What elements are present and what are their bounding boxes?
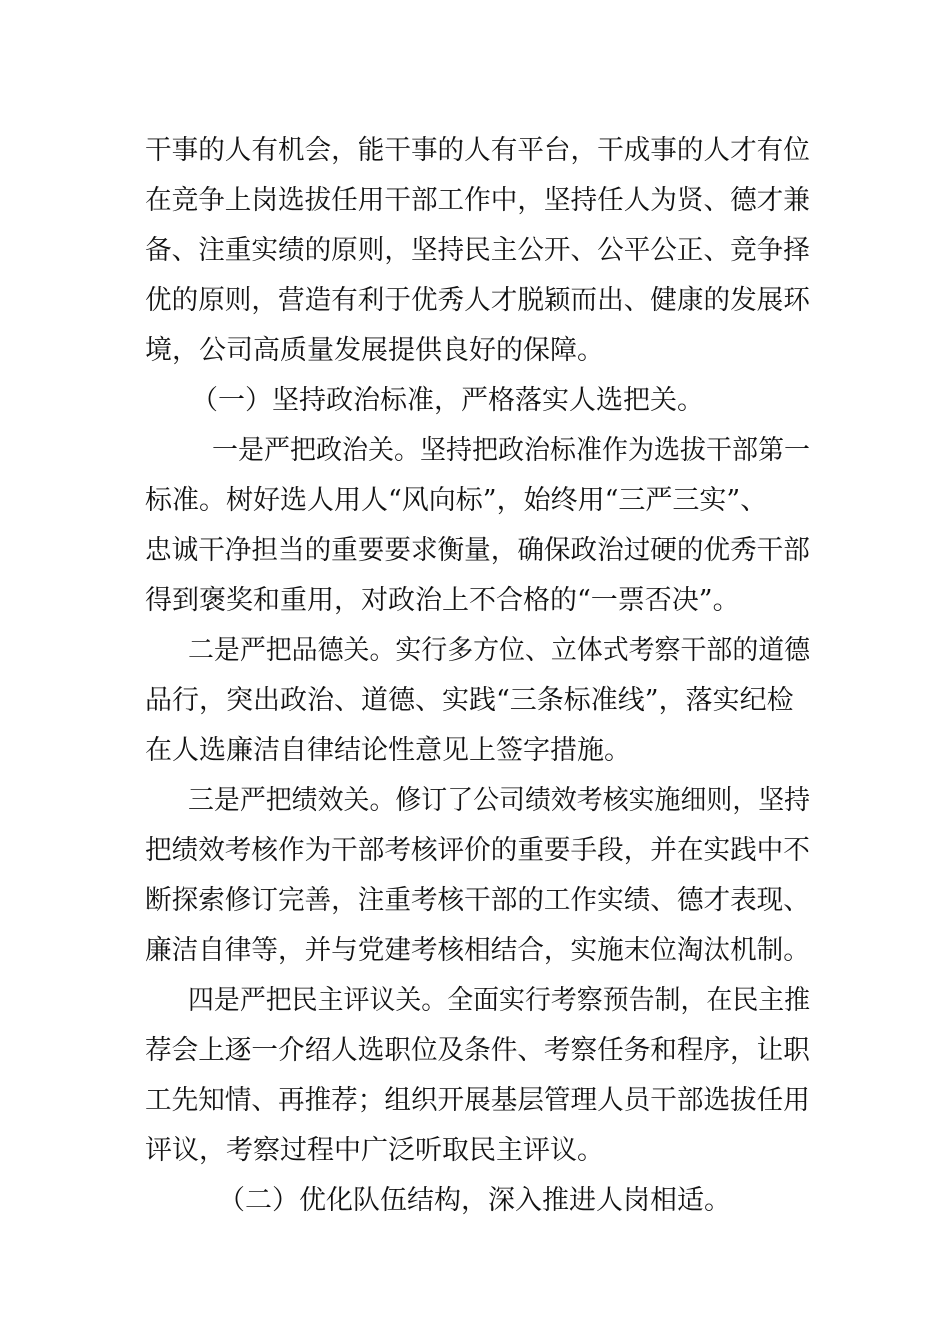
text-line: 二是严把品德关。实行多方位、立体式考察干部的道德 bbox=[188, 635, 811, 666]
text-line: 四是严把民主评议关。全面实行考察预告制，在民主推 bbox=[188, 985, 811, 1016]
text-line: 忠诚干净担当的重要要求衡量，确保政治过硬的优秀干部 bbox=[145, 535, 810, 566]
section-heading: （二）优化队伍结构，深入推进人岗相适。 bbox=[218, 1185, 731, 1216]
text-line: 境，公司高质量发展提供良好的保障。 bbox=[145, 335, 604, 366]
text-line: 得到褒奖和重用，对政治上不合格的“一票否决”。 bbox=[145, 585, 740, 616]
text-line: 荐会上逐一介绍人选职位及条件、考察任务和程序，让职 bbox=[145, 1035, 810, 1066]
section-heading: （一）坚持政治标准，严格落实人选把关。 bbox=[191, 385, 704, 416]
text-line: 干事的人有机会，能干事的人有平台，干成事的人才有位 bbox=[145, 135, 810, 166]
text-line: 断探索修订完善，注重考核干部的工作实绩、德才表现、 bbox=[145, 885, 810, 916]
text-line: 在竞争上岗选拔任用干部工作中，坚持任人为贤、德才兼 bbox=[145, 185, 810, 216]
text-line: 在人选廉洁自律结论性意见上签字措施。 bbox=[145, 735, 631, 766]
text-line: 备、注重实绩的原则，坚持民主公开、公平公正、竞争择 bbox=[145, 235, 810, 266]
text-line: 把绩效考核作为干部考核评价的重要手段，并在实践中不 bbox=[145, 835, 810, 866]
text-line: 廉洁自律等，并与党建考核相结合，实施末位淘汰机制。 bbox=[145, 935, 810, 966]
text-line: 工先知情、再推荐；组织开展基层管理人员干部选拔任用 bbox=[145, 1085, 810, 1116]
text-line: 标准。树好选人用人“风向标”，始终用“三严三实”、 bbox=[145, 485, 768, 516]
text-line: 评议，考察过程中广泛听取民主评议。 bbox=[145, 1135, 604, 1166]
text-line: 优的原则，营造有利于优秀人才脱颖而出、健康的发展环 bbox=[145, 285, 810, 316]
text-line: 品行，突出政治、道德、实践“三条标准线”，落实纪检 bbox=[145, 685, 794, 716]
text-line: 三是严把绩效关。修订了公司绩效考核实施细则，坚持 bbox=[188, 785, 811, 816]
text-line: 一是严把政治关。坚持把政治标准作为选拔干部第一 bbox=[212, 435, 811, 466]
